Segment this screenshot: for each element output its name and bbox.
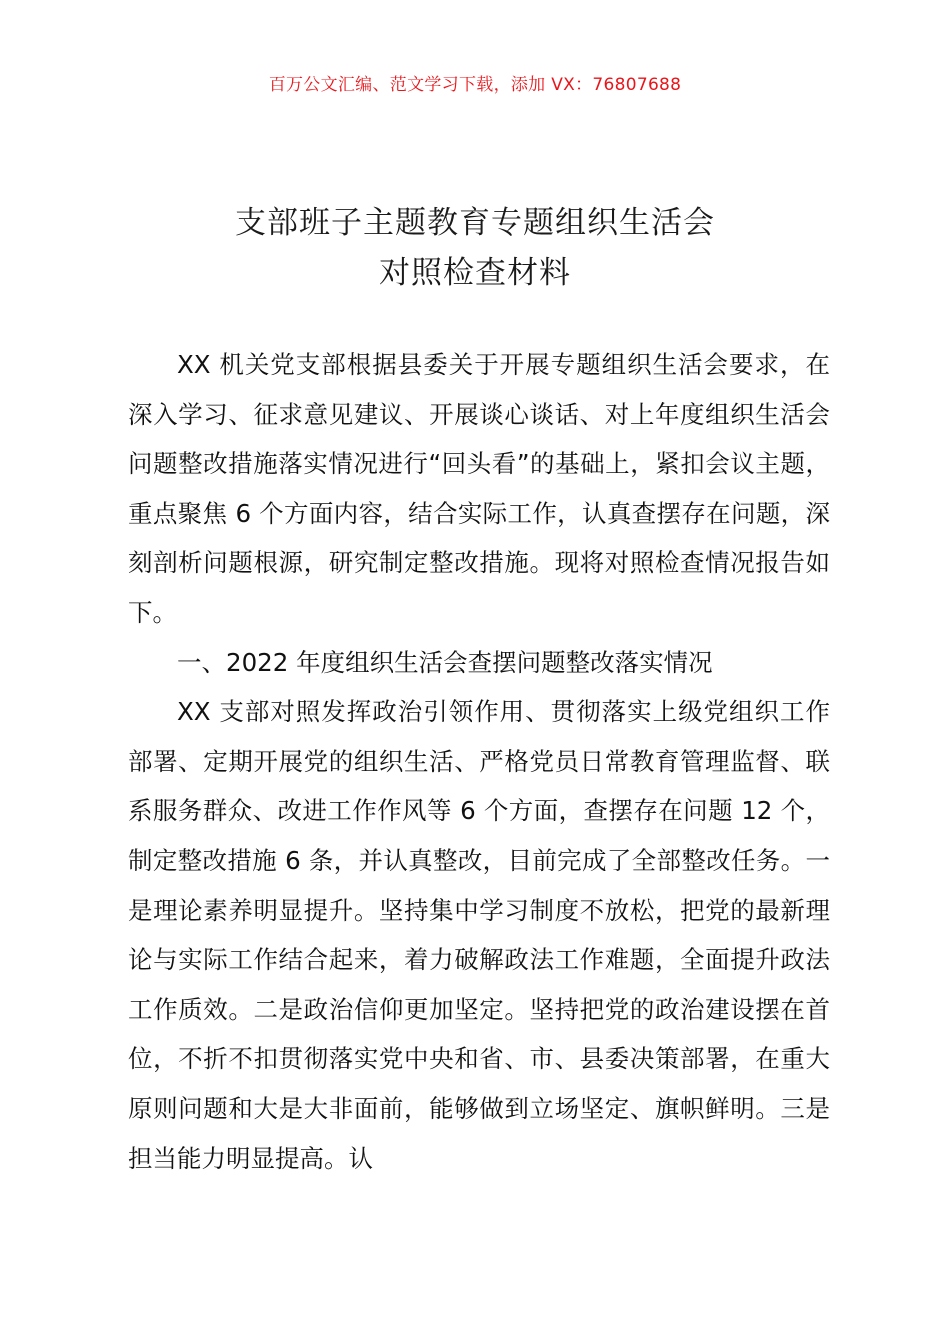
document-title-line-1: 支部班子主题教育专题组织生活会: [235, 205, 715, 241]
header-watermark-note: 百万公文汇编、范文学习下载，添加 VX：76807688: [268, 75, 682, 95]
paragraph-section-1: XX 支部对照发挥政治引领作用、贯彻落实上级党组织工作部署、定期开展党的组织生活、严格党员日常教育管理监督、联系服务群众、改进工作作风等 6 个方面，查摆存在问题 12 个，制定整改措施 6 条，并认真整改，目前完成了全部整改任务。一是理论素养明显提升。坚持集中学习制度不放松，把党的最新理论与实际工作结合起来，着力破解政法工作难题，全面提升政法工作质效。二是政治信仰更加坚定。坚持把党的政治建设摆在首位，不折不扣贯彻落实党中央和省、市、县委决策部署，在重大原则问题和大是大非面前，能够做到立场坚定、旗帜鲜明。三是担当能力明显提高。认: [128, 697, 830, 1173]
document-title-line-2: 对照检查材料: [379, 255, 571, 291]
paragraph-intro: XX 机关党支部根据县委关于开展专题组织生活会要求，在深入学习、征求意见建议、开展谈心谈话、对上年度组织生活会问题整改措施落实情况进行“回头看”的基础上，紧扣会议主题，重点聚焦 6 个方面内容，结合实际工作，认真查摆存在问题，深刻剖析问题根源，研究制定整改措施。现将对照检查情况报告如下。: [128, 350, 830, 627]
document-body: [128, 340, 830, 1183]
section-heading-1: 一、2022 年度组织生活会查摆问题整改落实情况: [177, 647, 713, 677]
